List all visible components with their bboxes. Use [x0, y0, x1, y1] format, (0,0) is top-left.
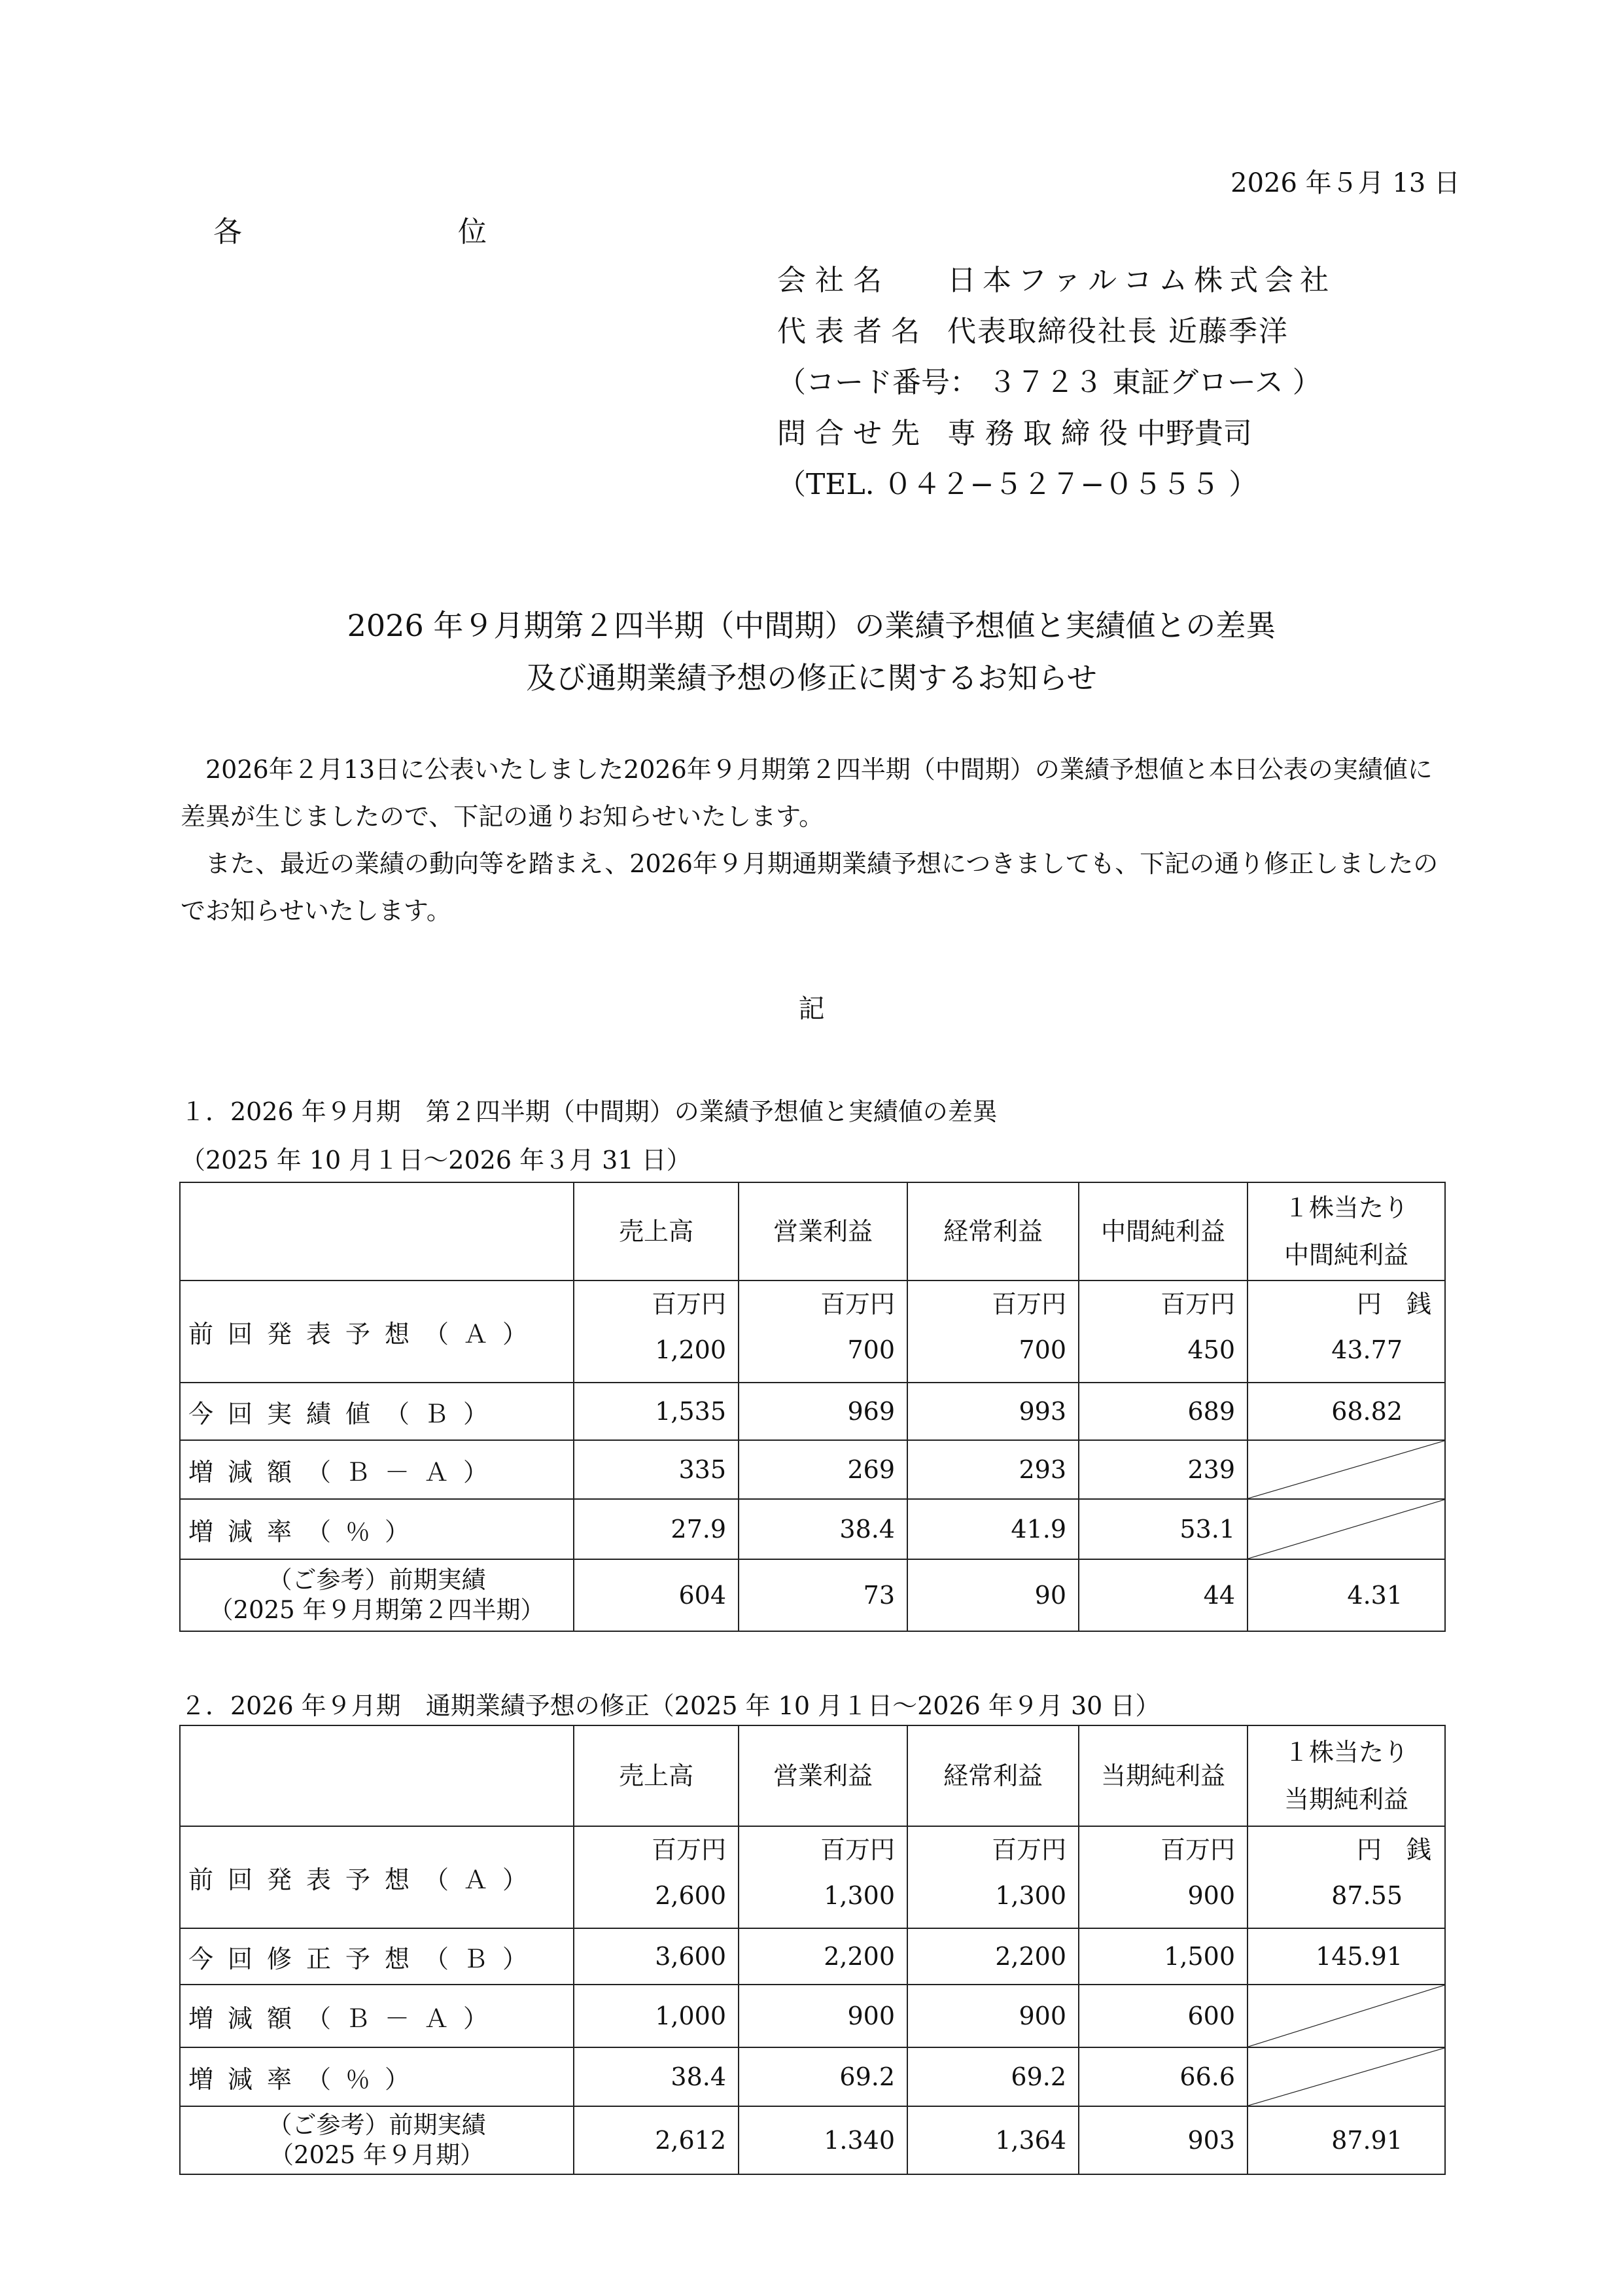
header-sales: 売上高 — [574, 1725, 739, 1826]
cell-value: 600 — [1079, 1985, 1248, 2047]
cell-value: 87.91 — [1248, 2106, 1445, 2174]
cell-value: 1,300 — [995, 1881, 1066, 1910]
header-net-profit: 中間純利益 — [1079, 1182, 1248, 1280]
company-label: 会社名 — [777, 264, 891, 297]
unit-label: 百万円 — [1160, 1835, 1235, 1864]
header-blank — [180, 1182, 574, 1280]
cell-value: 73 — [739, 1559, 907, 1631]
row-label-ref — [180, 2106, 574, 2174]
cell — [907, 1280, 1079, 1383]
row-label-prev: 前回発表予想（Ａ） — [180, 1826, 574, 1928]
cell-value: 993 — [907, 1383, 1079, 1440]
diagonal-line — [1248, 2048, 1444, 2106]
table-header-row — [180, 1725, 1445, 1826]
table-row — [180, 1559, 1445, 1631]
unit-label: 百万円 — [991, 1835, 1066, 1864]
row-label-prev: 前回発表予想（Ａ） — [180, 1280, 574, 1383]
cell-value: 900 — [739, 1985, 907, 2047]
row-label-diff: 増減額（Ｂ－Ａ） — [180, 1985, 574, 2047]
ki-heading: 記 — [798, 994, 825, 1024]
cell — [574, 1826, 739, 1928]
header-operating-profit: 営業利益 — [739, 1182, 907, 1280]
row-label-diff: 増減額（Ｂ－Ａ） — [180, 1440, 574, 1499]
cell-value: 87.55 — [1331, 1881, 1403, 1910]
cell-value: 450 — [1187, 1335, 1235, 1364]
table-row — [180, 1928, 1445, 1985]
addressee — [213, 208, 487, 250]
cell-value: 903 — [1079, 2106, 1248, 2174]
section-1-range: （2025 年 10 月１日〜2026 年３月 31 日） — [181, 1146, 691, 1174]
table-row — [180, 2106, 1445, 2174]
cell-value: 1,300 — [824, 1881, 895, 1910]
row-label-ref-line-2: （2025 年９月期） — [270, 2141, 484, 2169]
cell — [1248, 1826, 1445, 1928]
rep-label: 代表者名 — [777, 315, 929, 348]
row-label-rate: 増減率（％） — [180, 2047, 574, 2106]
section-2-heading: ２．2026 年９月期 通期業績予想の修正（2025 年 10 月１日〜2026 年９月 30 日） — [181, 1691, 1161, 1720]
cell-value: 53.1 — [1079, 1499, 1248, 1559]
cell-value: 145.91 — [1248, 1928, 1445, 1985]
section-1-heading: １．2026 年９月期 第２四半期（中間期）の業績予想値と実績値の差異 — [181, 1097, 998, 1126]
cell-value: 3,600 — [574, 1928, 739, 1985]
cell-value: 66.6 — [1079, 2047, 1248, 2106]
sender-contact — [777, 410, 1252, 451]
sender-tel: （TEL. ０４２−５２７−０５５５ ） — [777, 468, 1258, 501]
cell-value: 41.9 — [907, 1499, 1079, 1559]
cell — [739, 1280, 907, 1383]
cell-value: 700 — [1019, 1335, 1066, 1364]
cell-value: 1,364 — [907, 2106, 1079, 2174]
cell-value: 2,612 — [574, 2106, 739, 2174]
cell-value: 239 — [1079, 1440, 1248, 1499]
header-sales: 売上高 — [574, 1182, 739, 1280]
cell-value: 335 — [574, 1440, 739, 1499]
table-row — [180, 1499, 1445, 1559]
cell-value: 44 — [1079, 1559, 1248, 1631]
unit-label: 百万円 — [1160, 1290, 1235, 1318]
header-blank — [180, 1725, 574, 1826]
unit-label: 円 銭 — [1356, 1835, 1431, 1864]
body-paragraph-2: また、最近の業績の動向等を踏まえ、2026年９月期通期業績予想につきましても、下記の通り修正しましたのでお知らせいたします。 — [181, 849, 1439, 925]
document-title-line-1: 2026 年９月期第２四半期（中間期）の業績予想値と実績値との差異 — [347, 608, 1276, 643]
row-label-rate: 増減率（％） — [180, 1499, 574, 1559]
row-label-ref — [180, 1559, 574, 1631]
table-header-row — [180, 1182, 1445, 1280]
unit-label: 百万円 — [820, 1290, 895, 1318]
cell-value: 1,000 — [574, 1985, 739, 2047]
cell — [1248, 1280, 1445, 1383]
header-eps-line-2: 中間純利益 — [1283, 1241, 1408, 1269]
cell-value: 1,200 — [655, 1335, 726, 1364]
document-title-line-2: 及び通期業績予想の修正に関するお知らせ — [526, 660, 1097, 696]
table-row — [180, 2047, 1445, 2106]
cell-value: 700 — [847, 1335, 895, 1364]
cell-value: 900 — [907, 1985, 1079, 2047]
diagonal-empty-cell — [1248, 2047, 1445, 2106]
header-eps-line-1: １株当たり — [1283, 1193, 1408, 1222]
header-operating-profit: 営業利益 — [739, 1725, 907, 1826]
cell-value: 68.82 — [1248, 1383, 1445, 1440]
header-eps-line-2: 当期純利益 — [1283, 1785, 1408, 1814]
unit-label: 百万円 — [991, 1290, 1066, 1318]
cell-value: 900 — [1187, 1881, 1235, 1910]
contact-label: 問合せ先 — [777, 417, 929, 450]
header-net-profit: 当期純利益 — [1079, 1725, 1248, 1826]
document-date: 2026 年５月 13 日 — [1230, 168, 1460, 198]
table-row — [180, 1280, 1445, 1383]
cell-value: 2,200 — [739, 1928, 907, 1985]
row-label-ref-line-1: （ご参考）前期実績 — [268, 2111, 486, 2139]
cell-value: 4.31 — [1248, 1559, 1445, 1631]
cell-value: 293 — [907, 1440, 1079, 1499]
diagonal-empty-cell — [1248, 1985, 1445, 2047]
cell-value: 604 — [574, 1559, 739, 1631]
cell — [1079, 1280, 1248, 1383]
unit-label: 百万円 — [820, 1835, 895, 1864]
header-eps-line-1: １株当たり — [1283, 1738, 1408, 1767]
cell-value: 2,200 — [907, 1928, 1079, 1985]
header-ordinary-profit: 経常利益 — [907, 1182, 1079, 1280]
row-label-ref-line-2: （2025 年９月期第２四半期） — [209, 1596, 545, 1624]
cell-value: 69.2 — [907, 2047, 1079, 2106]
full-year-forecast-table — [179, 1725, 1446, 2175]
rep-name: 代表取締役社長 近藤季洋 — [947, 315, 1289, 348]
addressee-char-2: 位 — [458, 215, 487, 249]
cell-value: 1,535 — [574, 1383, 739, 1440]
diagonal-line — [1248, 1441, 1444, 1498]
row-label-revised: 今回修正予想（Ｂ） — [180, 1928, 574, 1985]
diagonal-line — [1248, 1500, 1444, 1559]
header-eps — [1248, 1182, 1445, 1280]
sender-representative — [777, 308, 1289, 349]
unit-label: 円 銭 — [1356, 1290, 1431, 1318]
body-paragraph-1: 2026年２月13日に公表いたしました2026年９月期第２四半期（中間期）の業績予想値と本日公表の実績値に差異が生じましたので、下記の通りお知らせいたします。 — [181, 755, 1433, 831]
row-label-ref-line-1: （ご参考）前期実績 — [268, 1566, 486, 1594]
table-row — [180, 1985, 1445, 2047]
diagonal-empty-cell — [1248, 1440, 1445, 1499]
table-row — [180, 1440, 1445, 1499]
cell-value: 2,600 — [655, 1881, 726, 1910]
company-name: 日本ファルコム株式会社 — [947, 264, 1336, 297]
cell — [574, 1280, 739, 1383]
cell-value: 38.4 — [574, 2047, 739, 2106]
cell — [739, 1826, 907, 1928]
header-ordinary-profit: 経常利益 — [907, 1725, 1079, 1826]
cell-value: 1,500 — [1079, 1928, 1248, 1985]
cell-value: 27.9 — [574, 1499, 739, 1559]
cell-value: 969 — [739, 1383, 907, 1440]
diagonal-empty-cell — [1248, 1499, 1445, 1559]
cell — [1079, 1826, 1248, 1928]
diagonal-line — [1248, 1985, 1444, 2047]
cell-value: 1.340 — [739, 2106, 907, 2174]
sender-company — [777, 256, 1335, 298]
header-eps — [1248, 1725, 1445, 1826]
cell — [907, 1826, 1079, 1928]
cell-value: 90 — [907, 1559, 1079, 1631]
cell-value: 38.4 — [739, 1499, 907, 1559]
interim-results-table — [179, 1182, 1446, 1632]
cell-value: 69.2 — [739, 2047, 907, 2106]
unit-label: 百万円 — [651, 1835, 726, 1864]
sender-code: （コード番号： ３７２３ 東証グロース ） — [777, 366, 1321, 399]
unit-label: 百万円 — [651, 1290, 726, 1318]
cell-value: 269 — [739, 1440, 907, 1499]
cell-value: 689 — [1079, 1383, 1248, 1440]
row-label-actual: 今回実績値（Ｂ） — [180, 1383, 574, 1440]
cell-value: 43.77 — [1331, 1335, 1403, 1364]
table-row — [180, 1383, 1445, 1440]
table-row — [180, 1826, 1445, 1928]
addressee-char-1: 各 — [213, 215, 242, 249]
contact-name: 専 務 取 締 役 中野貴司 — [947, 417, 1252, 450]
